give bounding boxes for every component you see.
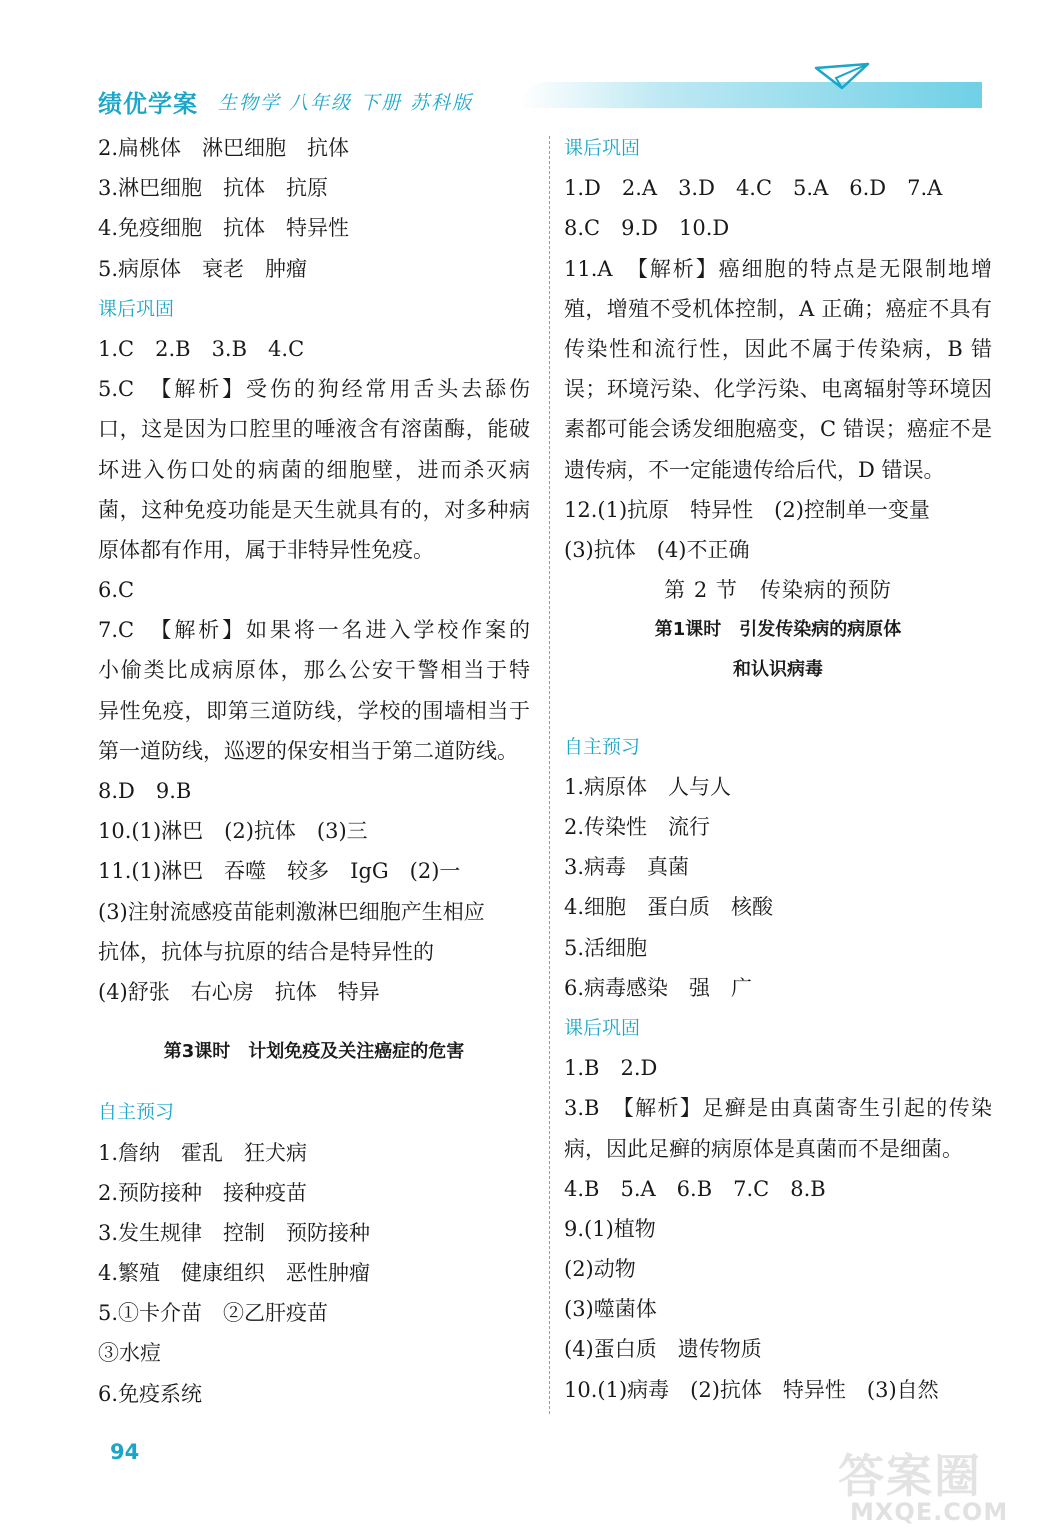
answer-line: 8.C 9.D 10.D bbox=[564, 216, 730, 241]
paragraph-line: 小偷类比成病原体，那么公安干警相当于特 bbox=[98, 658, 530, 683]
answer-line: 10.(1)淋巴 (2)抗体 (3)三 bbox=[98, 819, 368, 844]
answer-line: (2)动物 bbox=[564, 1257, 636, 1282]
paragraph-line: 异性免疫，即第三道防线，学校的围墙相当于 bbox=[98, 698, 530, 723]
brand-logo: 绩优学案 bbox=[98, 90, 198, 118]
answer-line: 1.B 2.D bbox=[564, 1056, 658, 1081]
spacer bbox=[98, 1072, 530, 1092]
explanation-paragraph bbox=[98, 369, 530, 570]
page-header bbox=[0, 60, 1041, 116]
paragraph-line: 原体都有作用，属于非特异性免疫。 bbox=[98, 537, 434, 562]
answer-line: 5.活细胞 bbox=[564, 935, 648, 960]
section-heading: 课后巩固 bbox=[98, 297, 175, 320]
spacer bbox=[564, 691, 992, 727]
answer-line: 6.病毒感染 强 广 bbox=[564, 975, 753, 1000]
section-heading: 自主预习 bbox=[98, 1101, 175, 1124]
answer-line: 抗体，抗体与抗原的结合是特异性的 bbox=[98, 939, 434, 964]
answer-line: 8.D 9.B bbox=[98, 779, 192, 803]
column-divider bbox=[549, 136, 550, 1414]
answer-line: 3.病毒 真菌 bbox=[564, 855, 690, 880]
answer-line: 4.B 5.A 6.B 7.C 8.B bbox=[564, 1176, 826, 1201]
answer-line: 3.淋巴细胞 抗体 抗原 bbox=[98, 176, 329, 201]
answer-line: 4.细胞 蛋白质 核酸 bbox=[564, 895, 774, 920]
answer-line: (3)注射流感疫苗能刺激淋巴细胞产生相应 bbox=[98, 899, 485, 924]
answer-line: 11.(1)淋巴 吞噬 较多 IgG (2)一 bbox=[98, 859, 461, 884]
right-column bbox=[564, 128, 992, 1410]
answer-line: 12.(1)抗原 特异性 (2)控制单一变量 bbox=[564, 497, 930, 522]
answer-line: (4)蛋白质 遗传物质 bbox=[564, 1337, 762, 1362]
answer-line: 3.发生规律 控制 预防接种 bbox=[98, 1220, 371, 1245]
answer-line: 2.预防接种 接种疫苗 bbox=[98, 1180, 308, 1205]
paragraph-line: 11.A 【解析】癌细胞的特点是无限制地增 bbox=[564, 256, 992, 281]
answer-line: 5.病原体 衰老 肿瘤 bbox=[98, 256, 308, 281]
paragraph-line: 3.B 【解析】足癣是由真菌寄生引起的传染 bbox=[564, 1096, 992, 1121]
header-banner-stripe bbox=[520, 82, 982, 108]
paragraph-line: 口，这是因为口腔里的唾液含有溶菌酶，能破 bbox=[98, 417, 530, 442]
answer-line: (3)噬菌体 bbox=[564, 1297, 657, 1322]
watermark-logo bbox=[830, 1440, 1020, 1530]
paragraph-line: 误；环境污染、化学污染、电离辐射等环境因 bbox=[564, 377, 992, 402]
page-number: 94 bbox=[110, 1440, 140, 1464]
watermark-domain: MXQE.COM bbox=[850, 1498, 1009, 1526]
paragraph-line: 遗传病，不一定能遗传给后代，D 错误。 bbox=[564, 457, 945, 482]
answer-line: 2.传染性 流行 bbox=[564, 815, 711, 839]
answer-line: 10.(1)病毒 (2)抗体 特异性 (3)自然 bbox=[564, 1377, 939, 1402]
paragraph-line: 菌，这种免疫功能是天生就具有的，对多种病 bbox=[98, 497, 530, 522]
answer-line: 4.繁殖 健康组织 恶性肿瘤 bbox=[98, 1261, 371, 1286]
answer-line: (4)舒张 右心房 抗体 特异 bbox=[98, 979, 380, 1004]
paragraph-line: 病，因此足癣的病原体是真菌而不是细菌。 bbox=[564, 1136, 963, 1161]
section-heading: 课后巩固 bbox=[564, 137, 641, 159]
paragraph-line: 7.C 【解析】如果将一名进入学校作案的 bbox=[98, 618, 530, 643]
answer-line: 1.詹纳 霍乱 狂犬病 bbox=[98, 1140, 308, 1165]
paragraph-line: 素都可能会诱发细胞癌变，C 错误；癌症不是 bbox=[564, 417, 992, 442]
paragraph-line: 传染性和流行性，因此不属于传染病，B 错 bbox=[564, 336, 992, 361]
answer-line: 2.扁桃体 淋巴细胞 抗体 bbox=[98, 136, 350, 160]
answer-line: 5.①卡介苗 ②乙肝疫苗 bbox=[98, 1301, 329, 1326]
answer-line: 1.病原体 人与人 bbox=[564, 774, 732, 799]
section-heading: 课后巩固 bbox=[564, 1016, 641, 1039]
paragraph-line: 第一道防线，巡逻的保安相当于第二道防线。 bbox=[98, 738, 518, 763]
paper-plane-icon bbox=[812, 60, 872, 94]
explanation-paragraph bbox=[98, 610, 530, 771]
spacer bbox=[98, 1012, 530, 1032]
answer-line: 9.(1)植物 bbox=[564, 1216, 656, 1241]
paragraph-line: 殖，增殖不受机体控制，A 正确；癌症不具有 bbox=[564, 296, 992, 321]
answer-line: 1.C 2.B 3.B 4.C bbox=[98, 336, 305, 361]
answer-line: 6.C bbox=[98, 578, 135, 603]
chapter-title: 第 2 节 传染病的预防 bbox=[664, 578, 892, 603]
explanation-paragraph bbox=[564, 1088, 992, 1168]
answer-line: 1.D 2.A 3.D 4.C 5.A 6.D 7.A bbox=[564, 176, 943, 201]
lesson-title: 第3课时 计划免疫及关注癌症的危害 bbox=[163, 1041, 465, 1063]
explanation-paragraph bbox=[564, 249, 992, 490]
book-subject: 生物学 八年级 下册 苏科版 bbox=[218, 92, 474, 114]
section-heading: 自主预习 bbox=[564, 735, 641, 758]
answer-line: ③水痘 bbox=[98, 1341, 161, 1366]
watermark-text: 答案圈 bbox=[838, 1449, 982, 1503]
answer-line: (3)抗体 (4)不正确 bbox=[564, 537, 750, 562]
lesson-title-continued: 和认识病毒 bbox=[733, 659, 823, 681]
paragraph-line: 5.C 【解析】受伤的狗经常用舌头去舔伤 bbox=[98, 377, 530, 402]
answer-line: 4.免疫细胞 抗体 特异性 bbox=[98, 216, 350, 241]
left-column bbox=[98, 128, 530, 1414]
lesson-title: 第1课时 引发传染病的病原体 bbox=[654, 619, 902, 641]
paragraph-line: 坏进入伤口处的病菌的细胞壁，进而杀灭病 bbox=[98, 457, 530, 482]
answer-line: 6.免疫系统 bbox=[98, 1381, 203, 1406]
